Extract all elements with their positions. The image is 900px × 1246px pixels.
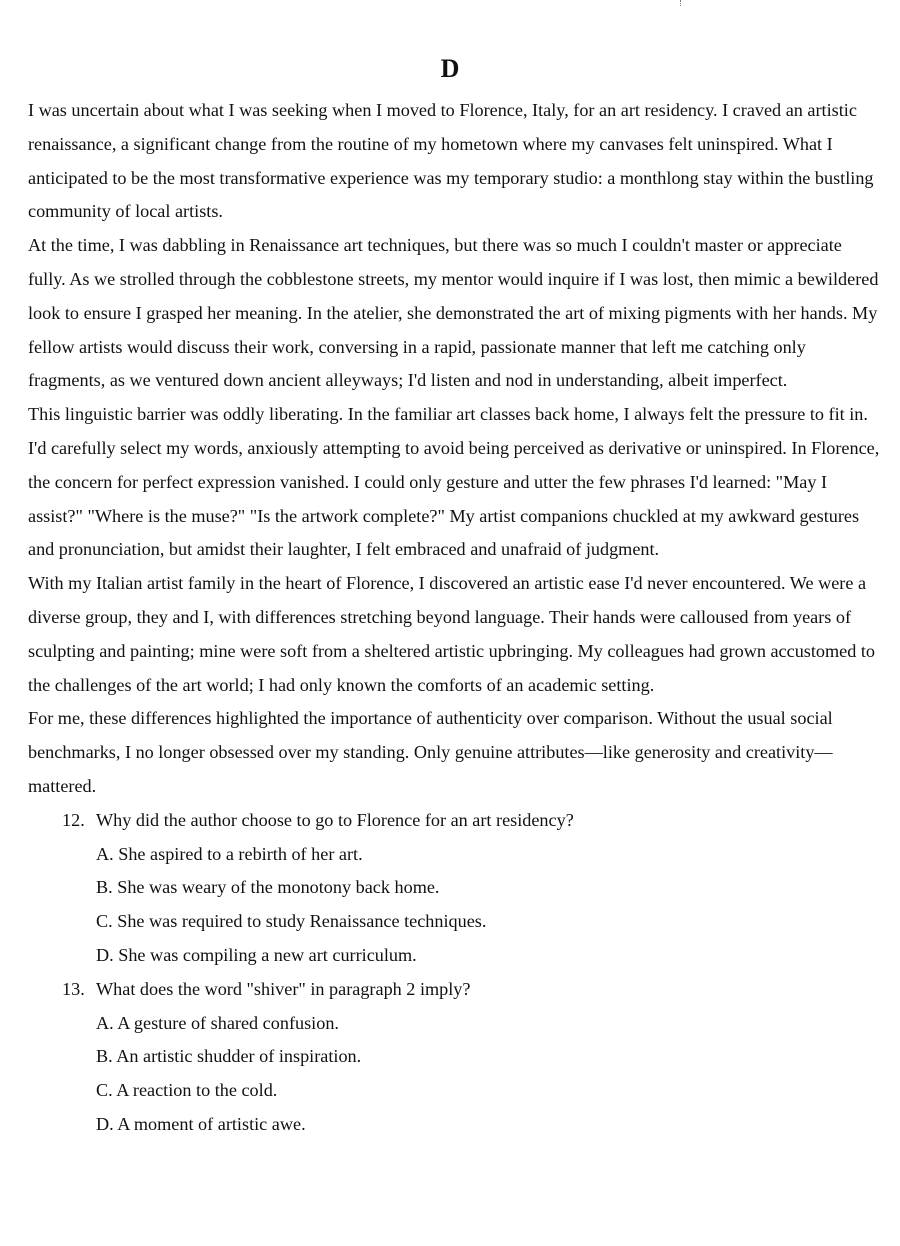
reading-passage xyxy=(28,94,880,1142)
question-number: 12. xyxy=(62,809,85,830)
paragraph-2: At the time, I was dabbling in Renaissance art techniques, but there was so much I couldn't master or appreciate fully. As we strolled through the cobblestone streets, my mentor would inquire if I was lost, then mimic a bewildered look to ensure I grasped her meaning. In the atelier, she demonstrated the art of mixing pigments with her hands. My fellow artists would discuss their work, conversing in a rapid, passionate manner that left me catching only fragments, as we ventured down ancient alleyways; I'd listen and nod in understanding, albeit imperfect. xyxy=(28,235,879,391)
question-text: What does the word "shiver" in paragraph 2 imply? xyxy=(96,978,471,999)
option-12-b: B. She was weary of the monotony back home. xyxy=(96,877,440,898)
question-12 xyxy=(28,804,880,838)
paragraph-5: For me, these differences highlighted the importance of authenticity over comparison. Without the usual social benchmarks, I no longer obsessed over my standing. Only genuine attributes—like generosity and creativity—mattered. xyxy=(28,708,833,796)
question-text: Why did the author choose to go to Florence for an art residency? xyxy=(96,809,574,830)
section-title: D xyxy=(440,54,460,83)
paragraph-4: With my Italian artist family in the heart of Florence, I discovered an artistic ease I'd never encountered. We were a diverse group, they and I, with differences stretching beyond language. Their hands were calloused from years of sculpting and painting; mine were soft from a sheltered artistic upbringing. My colleagues had grown accustomed to the challenges of the art world; I had only known the comforts of an academic setting. xyxy=(28,573,876,695)
paragraph-3: This linguistic barrier was oddly liberating. In the familiar art classes back home, I always felt the pressure to fit in. I'd carefully select my words, anxiously attempting to avoid being perceived as derivative or uninspired. In Florence, the concern for perfect expression vanished. I could only gesture and utter the few phrases I'd learned: "May I assist?" "Where is the muse?" "Is the artwork complete?" My artist companions chuckled at my awkward gestures and pronunciation, but amidst their laughter, I felt embraced and unafraid of judgment. xyxy=(28,404,880,560)
question-list xyxy=(28,804,880,1142)
question-13 xyxy=(28,973,880,1007)
scan-mark xyxy=(680,0,683,6)
paragraph-1: I was uncertain about what I was seeking when I moved to Florence, Italy, for an art residency. I craved an artistic renaissance, a significant change from the routine of my hometown where my canvases felt uninspired. What I anticipated to be the most transformative experience was my temporary studio: a monthlong stay within the bustling community of local artists. xyxy=(28,100,874,222)
question-number: 13. xyxy=(62,978,85,999)
option-13-a: A. A gesture of shared confusion. xyxy=(96,1012,339,1033)
option-12-c: C. She was required to study Renaissance techniques. xyxy=(96,911,487,932)
option-12-d: D. She was compiling a new art curriculum. xyxy=(96,944,417,965)
option-13-b: B. An artistic shudder of inspiration. xyxy=(96,1046,362,1067)
option-13-d: D. A moment of artistic awe. xyxy=(96,1113,306,1134)
option-12-a: A. She aspired to a rebirth of her art. xyxy=(96,843,363,864)
option-13-c: C. A reaction to the cold. xyxy=(96,1080,278,1101)
